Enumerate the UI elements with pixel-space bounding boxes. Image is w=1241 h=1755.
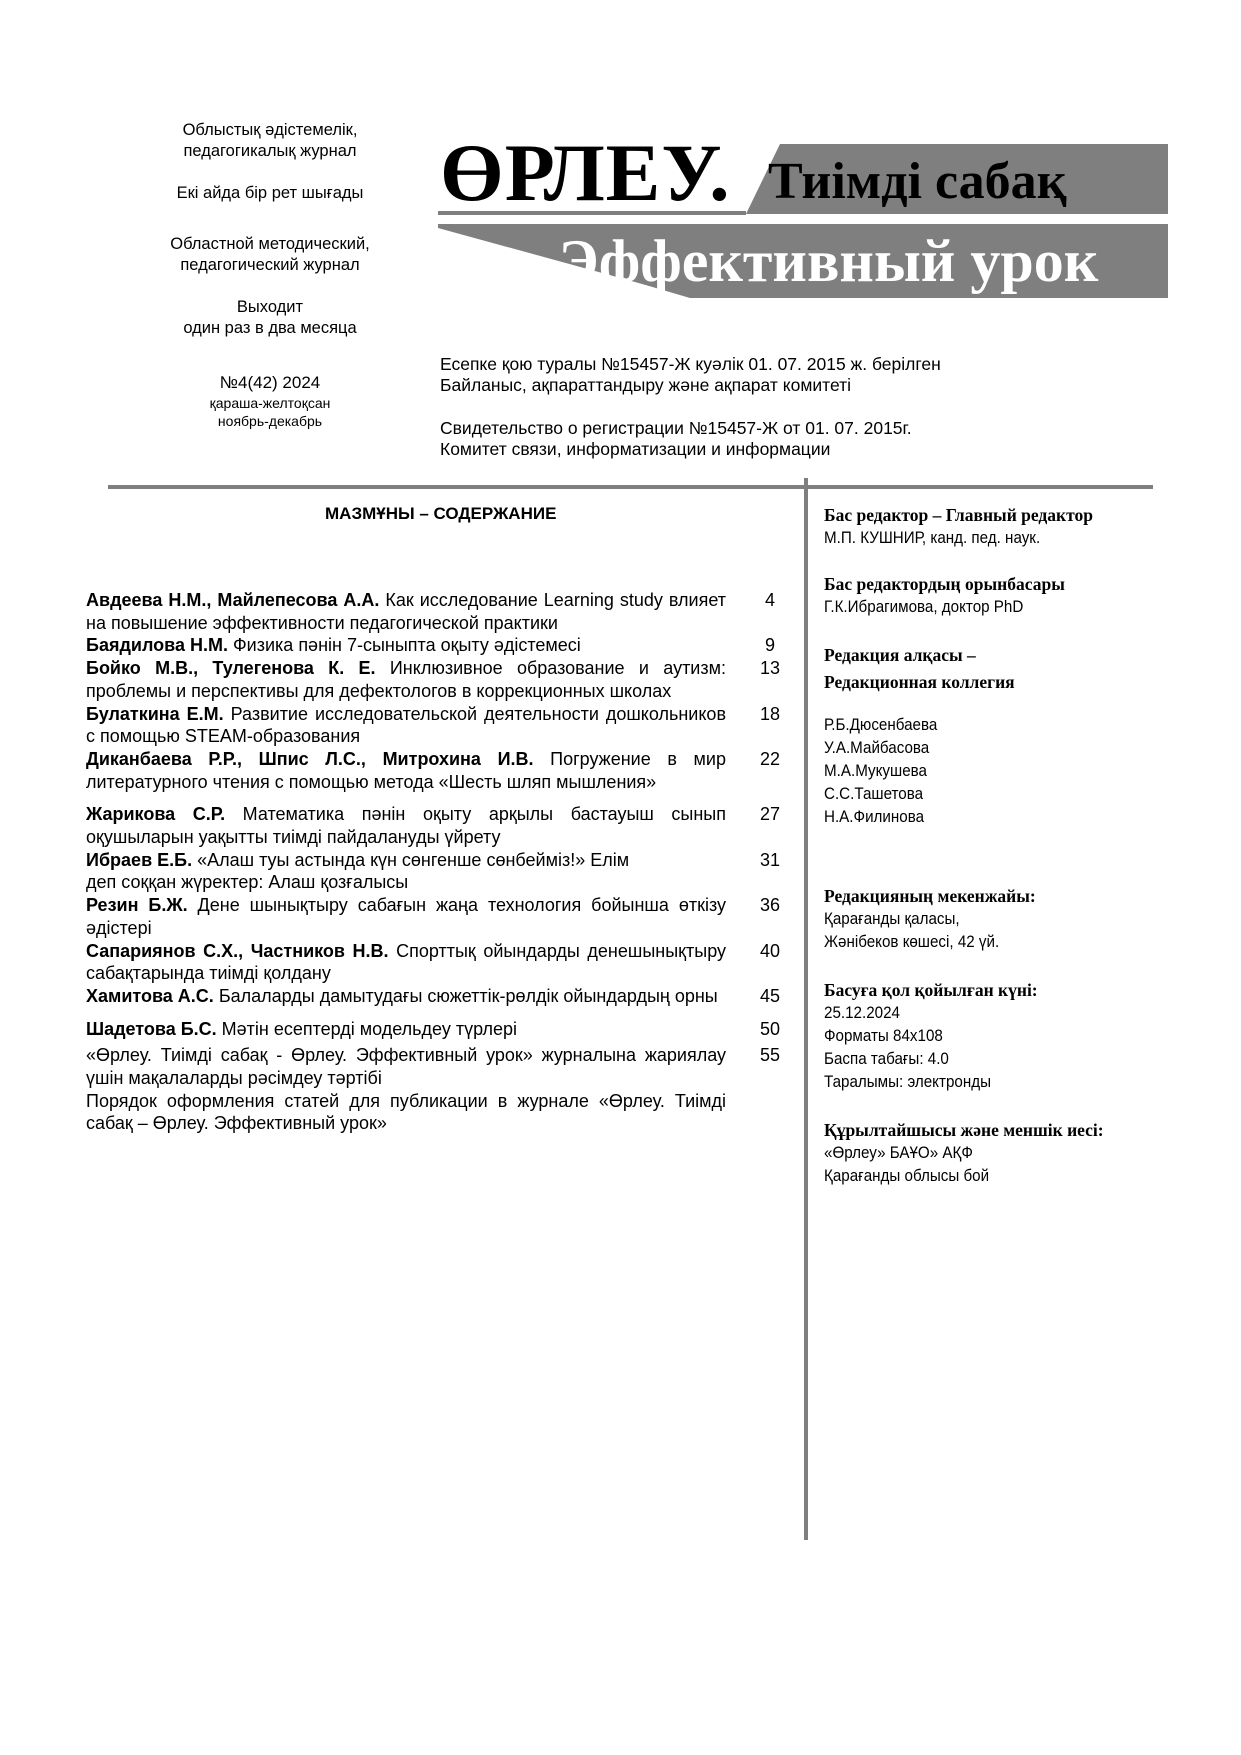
toc-authors: Авдеева Н.М., Майлепесова А.А. <box>86 590 380 610</box>
print-date: 25.12.2024 <box>824 1004 900 1022</box>
address-line2: Жәнібеков көшесі, 42 үй. <box>824 933 1000 951</box>
founder-line2: Қарағанды облысы бой <box>824 1167 990 1185</box>
title-ru: Эффективный урок <box>558 228 1099 294</box>
founder-line1: «Өрлеу» БАҰО» АҚФ <box>824 1144 973 1162</box>
toc-entry[interactable] <box>86 1090 726 1135</box>
toc-page: 18 <box>759 703 781 724</box>
toc-authors: Баядилова Н.М. <box>86 635 228 656</box>
toc-title: Как исследование Learning study влияет на повышение эффективности педагогической практики <box>86 590 726 633</box>
editorial-board-heading-ru: Редакционная коллегия <box>824 672 1015 692</box>
registration-kz-line2: Байланыс, ақпараттандыру және ақпарат комитеті <box>440 375 852 395</box>
toc-title: «Өрлеу. Тиімді сабақ - Өрлеу. Эффективный урок» журналына жариялау үшін мақалаларды рәсімдеу тәртібі <box>86 1045 726 1089</box>
toc-page: 22 <box>759 748 781 769</box>
print-circulation: Таралымы: электронды <box>824 1073 991 1091</box>
toc-title: Дене шынықтыру сабағын жаңа технология бойынша өткізу әдістері <box>86 895 726 938</box>
toc-title: Спорттық ойындарды денешынықтыру сабақтарында тиімді қолдану <box>86 940 726 984</box>
toc-authors: Бойко М.В., Тулегенова К. Е. <box>86 658 376 679</box>
toc-title: Математика пәнін оқыту арқылы бастауыш сынып оқушыларын уақытты тиімді пайдалануды үйрету <box>86 804 726 848</box>
journal-type-ru-line2: педагогический журнал <box>180 256 360 274</box>
horizontal-divider <box>108 485 1153 489</box>
months-ru: ноябрь-декабрь <box>217 413 323 429</box>
registration-ru <box>440 418 912 460</box>
toc-entry[interactable] <box>86 894 781 939</box>
toc-title: Физика пәнін 7-сыныпта оқыту әдістемесі <box>227 635 581 656</box>
print-sheets: Баспа табағы: 4.0 <box>824 1050 949 1068</box>
toc-page: 45 <box>759 985 781 1006</box>
journal-type-kz-line1: Облыстық әдістемелік, <box>182 121 358 139</box>
editorial-board <box>824 643 1154 829</box>
print-info <box>824 978 1154 1094</box>
frequency-ru-line2: один раз в два месяца <box>183 319 357 337</box>
frequency-kz: Екі айда бір рет шығады <box>176 184 364 202</box>
chief-editor <box>824 503 1154 550</box>
board-member: Р.Б.Дюсенбаева <box>824 716 938 734</box>
deputy-editor-heading: Бас редактордың орынбасары <box>824 574 1065 594</box>
toc-page: 50 <box>759 1018 781 1039</box>
toc-authors: Шадетова Б.С. <box>86 1018 217 1039</box>
toc-authors: Хамитова А.С. <box>86 985 214 1006</box>
vertical-divider <box>804 478 808 1540</box>
title-main: ӨРЛЕУ. <box>440 127 731 218</box>
board-member: Н.А.Филинова <box>824 808 925 826</box>
toc-title: Мәтін есептерді модельдеу түрлері <box>216 1018 518 1039</box>
founder-heading: Құрылтайшысы және меншік иесі: <box>824 1120 1104 1140</box>
months-kz: қараша-желтоқсан <box>209 395 331 411</box>
toc-page: 55 <box>759 1045 781 1066</box>
toc-title: Погружение в мир литературного чтения с помощью метода «Шесть шляп мышления» <box>86 748 726 792</box>
toc-entry[interactable] <box>86 634 775 657</box>
board-member: С.С.Ташетова <box>824 785 924 803</box>
toc-title: Инклюзивное образование и аутизм: проблемы и перспективы для дефектологов в коррекционных школах <box>86 658 726 701</box>
toc-entry[interactable] <box>86 1018 781 1041</box>
registration-kz <box>440 354 941 396</box>
editorial-address <box>824 884 1154 954</box>
journal-type-ru-line1: Областной методический, <box>170 235 370 253</box>
toc-page: 9 <box>764 635 775 656</box>
toc-entry[interactable] <box>86 657 781 702</box>
toc-page: 4 <box>764 590 775 610</box>
toc-authors: Жарикова С.Р. <box>86 804 226 825</box>
print-format: Форматы 84х108 <box>824 1027 943 1045</box>
toc-authors: Ибраев Е.Б. <box>86 849 193 870</box>
print-date-heading: Басуға қол қойылған күні: <box>824 980 1038 1000</box>
toc-authors: Диканбаева Р.Р., Шпис Л.С., Митрохина И.В. <box>86 748 534 769</box>
toc-entry[interactable] <box>86 940 781 985</box>
registration-kz-line1: Есепке қою туралы №15457-Ж куәлік 01. 07. 2015 ж. берілген <box>440 354 941 374</box>
toc-title: Балаларды дамытудағы сюжеттік-рөлдік ойындардың орны <box>213 985 718 1006</box>
board-member: М.А.Мукушева <box>824 762 927 780</box>
address-line1: Қарағанды қаласы, <box>824 910 960 928</box>
address-heading: Редакцияның мекенжайы: <box>824 886 1036 906</box>
toc-title: «Алаш туы астында күн сөнгенше сөнбейміз!» Елім деп соққан жүректер: Алаш қозғалысы <box>86 849 630 893</box>
toc-page: 36 <box>759 895 781 916</box>
chief-editor-name: М.П. КУШНИР, канд. пед. наук. <box>824 529 1041 547</box>
toc-page: 31 <box>759 849 781 870</box>
journal-type-kz-line2: педагогикалық журнал <box>183 142 357 160</box>
toc-page: 27 <box>759 804 781 825</box>
founder-info <box>824 1118 1154 1188</box>
toc-entry[interactable] <box>86 703 781 748</box>
toc-entry[interactable] <box>86 849 781 894</box>
toc-page: 13 <box>759 658 781 679</box>
registration-ru-line2: Комитет связи, информатизации и информации <box>440 439 831 459</box>
deputy-editor <box>824 572 1154 619</box>
toc-entry[interactable] <box>86 748 781 793</box>
masthead <box>0 0 1241 310</box>
toc-authors: Сапариянов С.Х., Частников Н.В. <box>86 940 389 961</box>
toc-list <box>86 589 781 1135</box>
toc-title: Порядок оформления статей для публикации в журнале «Өрлеу. Тиімді сабақ – Өрлеу. Эффективный урок» <box>86 1090 726 1134</box>
toc-title: Развитие исследовательской деятельности дошкольников с помощью STEAM-образования <box>86 703 727 747</box>
registration-ru-line1: Свидетельство о регистрации №15457-Ж от 01. 07. 2015г. <box>440 418 912 438</box>
toc-page: 40 <box>759 940 781 961</box>
toc-entry[interactable] <box>86 1044 781 1089</box>
toc-entry[interactable] <box>86 589 775 634</box>
toc-authors: Булаткина Е.М. <box>86 703 224 724</box>
board-member: У.А.Майбасова <box>824 739 930 757</box>
issue-number: №4(42) 2024 <box>219 373 321 392</box>
title-kz: Тиімді сабақ <box>768 153 1067 210</box>
editorial-board-heading-kz: Редакция алқасы – <box>824 645 976 665</box>
chief-editor-heading: Бас редактор – Главный редактор <box>824 505 1093 525</box>
frequency-ru-line1: Выходит <box>236 298 304 316</box>
toc-heading: МАЗМҰНЫ – СОДЕРЖАНИЕ <box>325 504 557 523</box>
toc-entry[interactable] <box>86 803 781 848</box>
toc-entry[interactable] <box>86 985 781 1008</box>
deputy-editor-name: Г.К.Ибрагимова, доктор PhD <box>824 598 1024 616</box>
toc-authors: Резин Б.Ж. <box>86 895 188 916</box>
